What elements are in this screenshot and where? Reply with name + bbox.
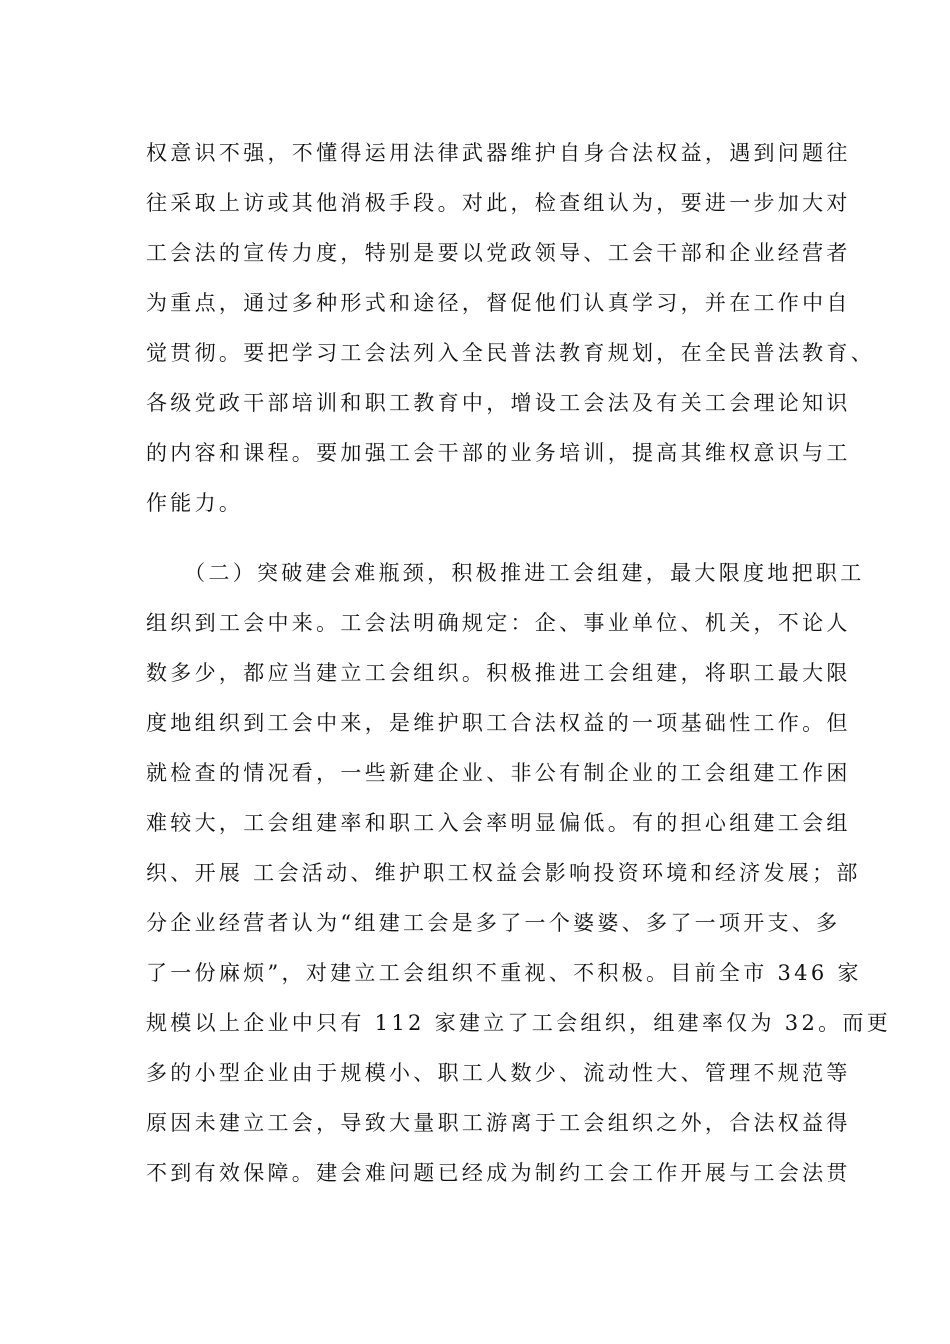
paragraph-2-line: 原因未建立工会，导致大量职工游离于工会组织之外，合法权益得 [146,1111,851,1135]
paragraph-2-line: 数多少，都应当建立工会组织。积极推进工会组建，将职工最大限 [146,661,851,685]
paragraph-2-line: 分企业经营者认为“组建工会是多了一个婆婆、多了一项开支、多 [146,911,841,935]
paragraph-2 [146,548,892,1198]
paragraph-2-line: 不到有效保障。建会难问题已经成为制约工会工作开展与工会法贯 [146,1161,851,1185]
paragraph-2-line: 就检查的情况看，一些新建企业、非公有制企业的工会组建工作困 [146,761,851,785]
paragraph-2-line: 多的小型企业由于规模小、职工人数少、流动性大、管理不规范等 [146,1061,851,1085]
paragraph-1-line: 各级党政干部培训和职工教育中，增设工会法及有关工会理论知识 [146,391,851,415]
paragraph-1-line: 的内容和课程。要加强工会干部的业务培训，提高其维权意识与工 [146,441,851,465]
paragraph-2-line: （二）突破建会难瓶颈，积极推进工会组建，最大限度地把职工 [146,561,865,585]
paragraph-2-line: 组织到工会中来。工会法明确规定：企、事业单位、机关，不论人 [146,611,851,635]
paragraph-1-line: 工会法的宣传力度，特别是要以党政领导、工会干部和企业经营者 [146,241,851,265]
paragraph-1-line: 为重点，通过多种形式和途径，督促他们认真学习，并在工作中自 [146,291,851,315]
paragraph-2-line: 度地组织到工会中来，是维护职工合法权益的一项基础性工作。但 [146,711,851,735]
paragraph-2-line: 了一份麻烦”，对建立工会组织不重视、不积极。目前全市 346 家 [146,961,862,985]
paragraph-2-line: 规模以上企业中只有 112 家建立了工会组织，组建率仅为 32。而更 [146,1011,892,1035]
paragraph-2-line: 织、开展 工会活动、维护职工权益会影响投资环境和经济发展；部 [146,861,861,885]
paragraph-1-line: 作能力。 [146,491,244,515]
paragraph-1-line: 往采取上访或其他消极手段。对此，检查组认为，要进一步加大对 [146,191,851,215]
paragraph-1-line: 权意识不强，不懂得运用法律武器维护自身合法权益，遇到问题往 [146,141,851,165]
paragraph-1-line: 觉贯彻。要把学习工会法列入全民普法教育规划，在全民普法教育、 [146,341,875,365]
paragraph-2-line: 难较大，工会组建率和职工入会率明显偏低。有的担心组建工会组 [146,811,851,835]
paragraph-1 [146,128,875,528]
